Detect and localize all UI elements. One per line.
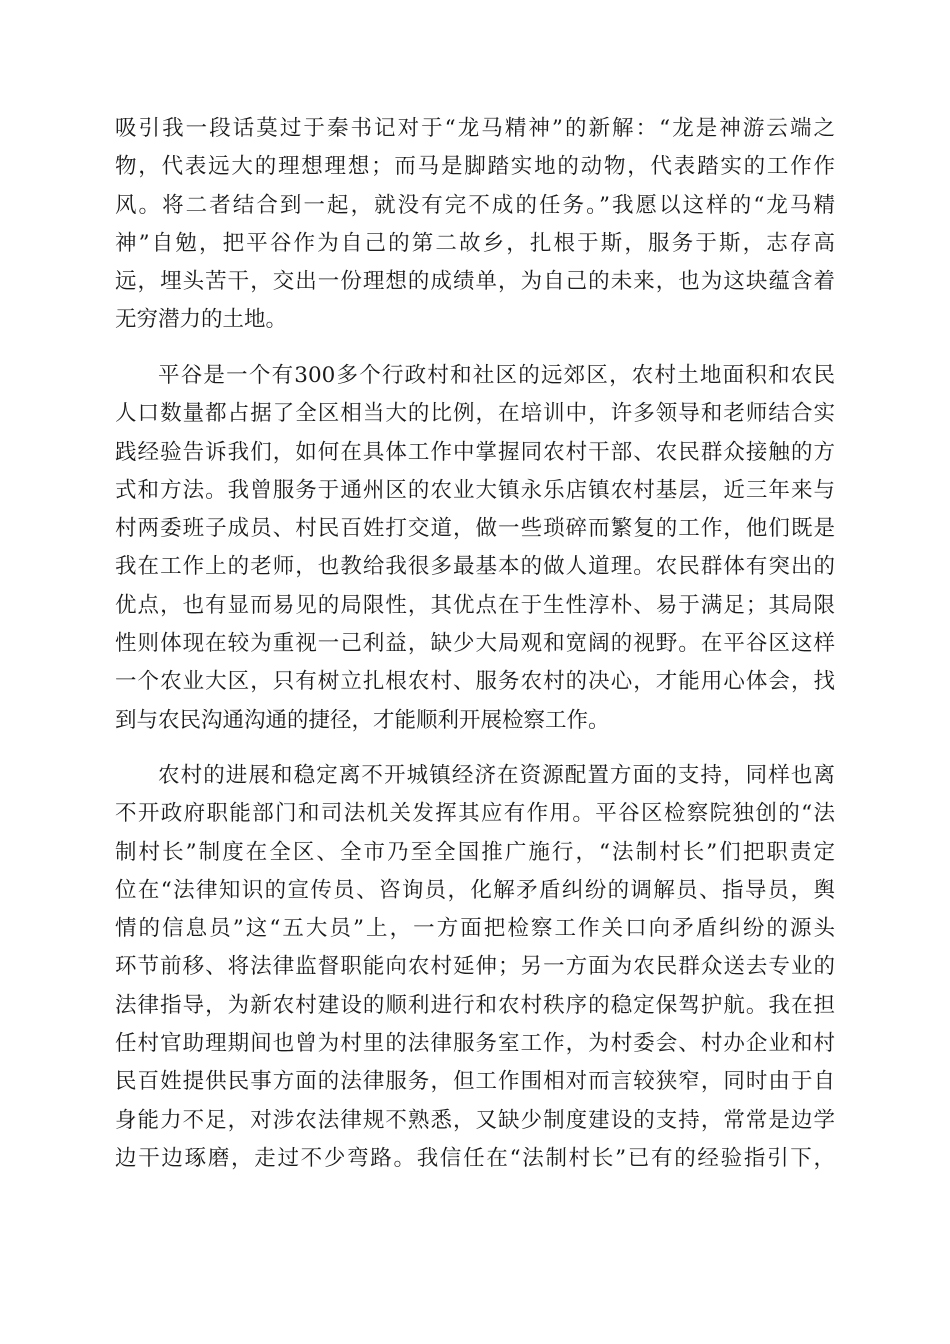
paragraph-line: 情的信息员”这“五大员”上，一方面把检察工作关口向矛盾纠纷的源头 [115, 916, 835, 942]
paragraph-line: 村两委班子成员、村民百姓打交道，做一些琐碎而繁复的工作，他们既是 [115, 516, 835, 542]
paragraph-line: 一个农业大区，只有树立扎根农村、服务农村的决心，才能用心体会，找 [115, 669, 835, 695]
paragraph-line: 农村的进展和稳定离不开城镇经济在资源配置方面的支持，同样也离 [158, 763, 835, 788]
paragraph-line: 到与农民沟通沟通的捷径，才能顺利开展检察工作。 [115, 707, 610, 733]
paragraph-line: 位在“法律知识的宣传员、咨询员，化解矛盾纠纷的调解员、指导员，舆 [115, 877, 835, 903]
paragraph-line: 不开政府职能部门和司法机关发挥其应有作用。平谷区检察院独创的“法 [115, 801, 835, 827]
paragraph-line: 制村长”制度在全区、全市乃至全国推广施行，“法制村长”们把职责定 [115, 839, 835, 865]
paragraph-line: 远，埋头苦干，交出一份理想的成绩单，为自己的未来，也为这块蕴含着 [115, 269, 835, 295]
paragraph-line: 式和方法。我曾服务于通州区的农业大镇永乐店镇农村基层，近三年来与 [115, 477, 835, 503]
paragraph-line: 物，代表远大的理想理想；而马是脚踏实地的动物，代表踏实的工作作 [115, 154, 835, 180]
paragraph-line: 性则体现在较为重视一己利益，缺少大局观和宽阔的视野。在平谷区这样 [115, 631, 835, 657]
paragraph-line: 边干边琢磨，走过不少弯路。我信任在“法制村长”已有的经验指引下， [115, 1145, 835, 1171]
paragraph-line: 环节前移、将法律监督职能向农村延伸；另一方面为农民群众送去专业的 [115, 954, 835, 980]
paragraph-line: 践经验告诉我们，如何在具体工作中掌握同农村干部、农民群众接触的方 [115, 439, 835, 465]
paragraph-line: 人口数量都占据了全区相当大的比例，在培训中，许多领导和老师结合实 [115, 401, 835, 427]
paragraph-legal-village-chief [115, 757, 835, 1178]
paragraph-pinggu-rural [115, 357, 835, 740]
paragraph-line: 神”自勉，把平谷作为自己的第二故乡，扎根于斯，服务于斯，志存高 [115, 230, 835, 256]
paragraph-line: 风。将二者结合到一起，就没有完不成的任务。”我愿以这样的“龙马精 [115, 192, 835, 218]
paragraph-line: 任村官助理期间也曾为村里的法律服务室工作，为村委会、村办企业和村 [115, 1031, 835, 1057]
paragraph-line: 法律指导，为新农村建设的顺利进行和农村秩序的稳定保驾护航。我在担 [115, 992, 835, 1018]
paragraph-line: 吸引我一段话莫过于秦书记对于“龙马精神”的新解：“龙是神游云端之 [115, 116, 835, 141]
paragraph-line: 身能力不足，对涉农法律规不熟悉，又缺少制度建设的支持，常常是边学 [115, 1107, 835, 1133]
paragraph-line: 平谷是一个有300多个行政村和社区的远郊区，农村土地面积和农民 [158, 363, 835, 388]
paragraph-line: 无穷潜力的土地。 [115, 307, 288, 333]
paragraph-line: 民百姓提供民事方面的法律服务，但工作围相对而言较狭窄，同时由于自 [115, 1069, 835, 1095]
paragraph-line: 我在工作上的老师，也教给我很多最基本的做人道理。农民群体有突出的 [115, 554, 835, 580]
paragraph-dragon-horse-spirit [115, 110, 835, 340]
paragraph-line: 优点，也有显而易见的局限性，其优点在于生性淳朴、易于满足；其局限 [115, 592, 835, 618]
